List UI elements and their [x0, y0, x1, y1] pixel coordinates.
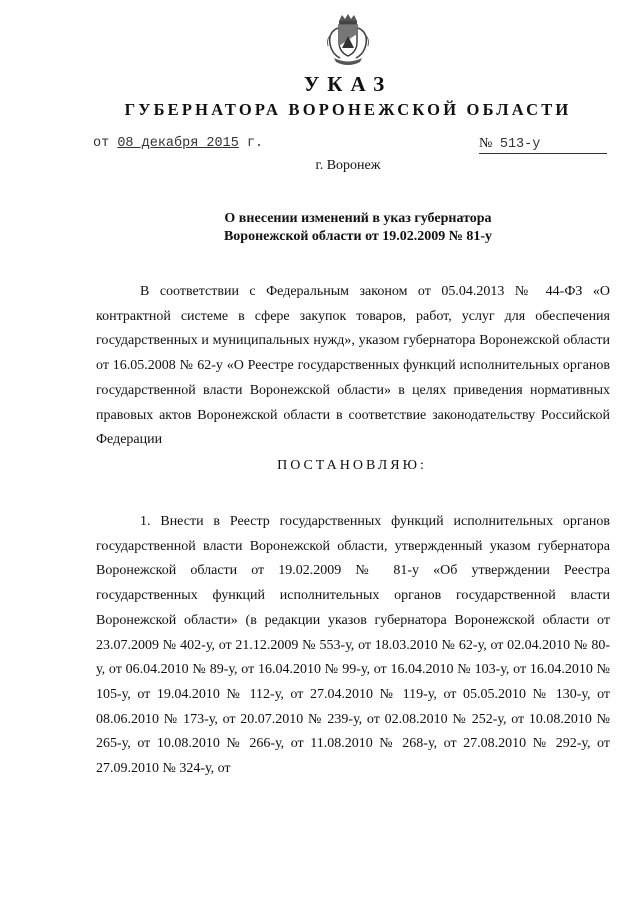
date-suffix: г.: [246, 136, 264, 151]
subject-line-1: О внесении изменений в указ губернатора: [224, 211, 492, 226]
city-label: г. Воронеж: [315, 158, 381, 173]
coat-of-arms-icon: [322, 12, 374, 66]
date-value: 08 декабря 2015: [117, 136, 239, 151]
document-subtitle: ГУБЕРНАТОРА ВОРОНЕЖСКОЙ ОБЛАСТИ: [124, 100, 572, 119]
number-value: 513-у: [499, 137, 541, 152]
date-prefix: от: [93, 136, 110, 151]
decree-number: [479, 136, 607, 154]
item-1-paragraph: 1. Внести в Реестр государственных функций исполнительных органов государственной власти Воронежской области, утвержденный указом губернатора Воронежской области от 19.02.2009 № 81-у «Об утверждении Реестра государственных функций исполнительных органов государственной власти Воронежской области» (в редакции указов губернатора Воронежской области от 23.07.2009 № 402-у, от 21.12.2009 № 553-у, от 18.03.2010 № 62-у, от 02.04.2010 № 80-у, от 06.04.2010 № 89-у, от 16.04.2010 № 99-у, от 16.04.2010 № 103-у, от 16.04.2010 № 105-у, от 19.04.2010 № 112-у, от 27.04.2010 № 119-у, от 05.05.2010 № 130-у, от 08.06.2010 № 173-у, от 20.07.2010 № 239-у, от 02.08.2010 № 252-у, от 10.08.2010 № 265-у, от 10.08.2010 № 266-у, от 11.08.2010 № 268-у, от 27.08.2010 № 292-у, от 27.09.2010 № 324-у, от: [96, 514, 610, 777]
number-prefix: №: [479, 136, 493, 151]
preamble-paragraph: В соответствии с Федеральным законом от 05.04.2013 № 44-ФЗ «О контрактной системе в сфере закупок товаров, работ, услуг для обеспечения государственных и муниципальных нужд», указом губернатора Воронежской области от 16.05.2008 № 62-у «О Реестре государственных функций исполнительных органов государственной власти Воронежской области» в целях приведения нормативных правовых актов Воронежской области в соответствие законодательству Российской Федерации: [96, 284, 610, 448]
decree-date: [93, 136, 263, 151]
document-title: УКАЗ: [303, 72, 393, 96]
decree-subject: [0, 210, 640, 246]
subject-line-2: Воронежской области от 19.02.2009 № 81-у: [223, 229, 493, 244]
decree-word: ПОСТАНОВЛЯЮ:: [277, 458, 427, 473]
